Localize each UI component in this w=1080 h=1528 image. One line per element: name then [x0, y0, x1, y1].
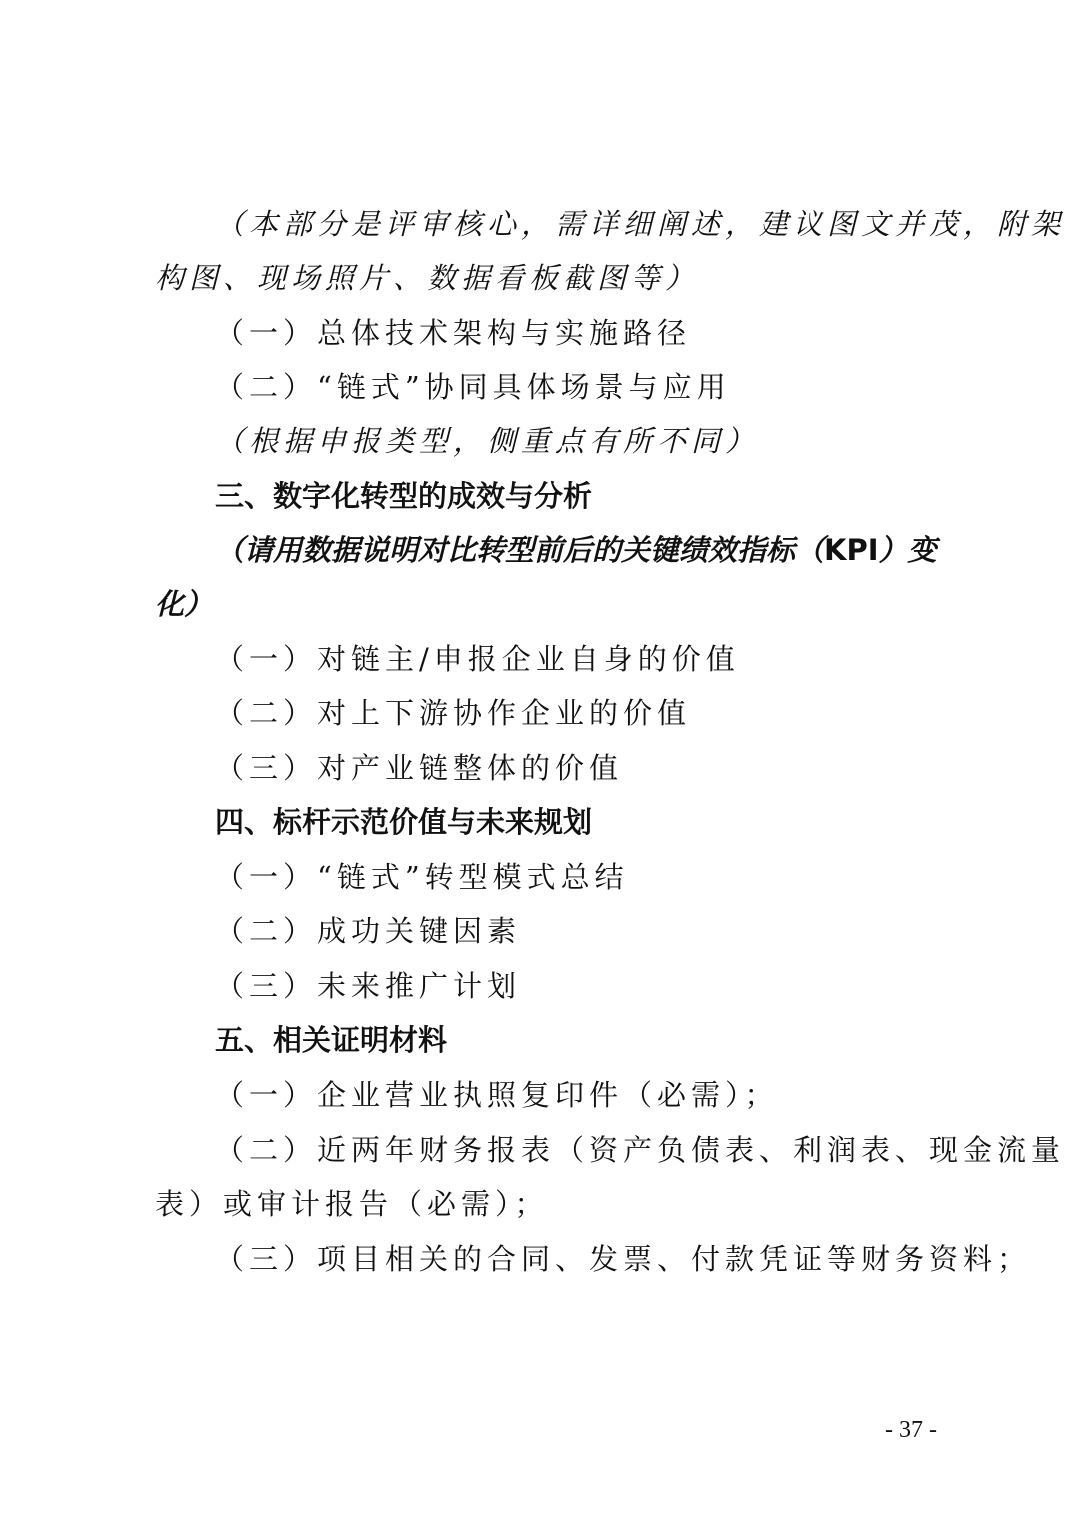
section-5-item-1: （一）企业营业执照复印件（必需）；	[215, 1078, 779, 1112]
section-5-item-2-line-1: （二）近两年财务报表（资产负债表、利润表、现金流量	[215, 1133, 1066, 1167]
section-2-item-1: （一）总体技术架构与实施路径	[215, 316, 692, 350]
section-2-note: （根据申报类型，侧重点有所不同）	[215, 424, 760, 458]
section-3-item-3: （三）对产业链整体的价值	[215, 751, 624, 785]
section-3-heading: 三、数字化转型的成效与分析	[215, 479, 593, 513]
section-4-heading: 四、标杆示范价值与未来规划	[215, 805, 593, 839]
section-5-item-3: （三）项目相关的合同、发票、付款凭证等财务资料；	[215, 1242, 1032, 1276]
page-number: - 37 -	[885, 1417, 937, 1443]
section-4-item-3: （三）未来推广计划	[215, 969, 522, 1003]
intro-note-line-2: 构图、现场照片、数据看板截图等）	[155, 261, 700, 295]
section-3-note-line-2: 化）	[155, 587, 214, 621]
section-3-note-line-1	[0, 530, 1080, 570]
section-3-item-2: （二）对上下游协作企业的价值	[215, 696, 692, 730]
section-3-note-text-a: （请用数据说明对比转型前后的关键绩效指标（	[215, 533, 825, 567]
section-3-note-text-b: ）变	[878, 533, 937, 567]
section-2-item-2: （二）“链式”协同具体场景与应用	[215, 370, 731, 404]
kpi-label: KPI	[824, 533, 879, 567]
section-3-item-1: （一）对链主/申报企业自身的价值	[215, 642, 740, 676]
intro-note-line-1: （本部分是评审核心，需详细阐述，建议图文并茂，附架	[215, 207, 1066, 241]
section-5-item-2-line-2: 表）或审计报告（必需）；	[155, 1187, 549, 1221]
section-4-item-2: （二）成功关键因素	[215, 914, 522, 948]
section-5-heading: 五、相关证明材料	[215, 1023, 448, 1057]
section-4-item-1: （一）“链式”转型模式总结	[215, 860, 629, 894]
